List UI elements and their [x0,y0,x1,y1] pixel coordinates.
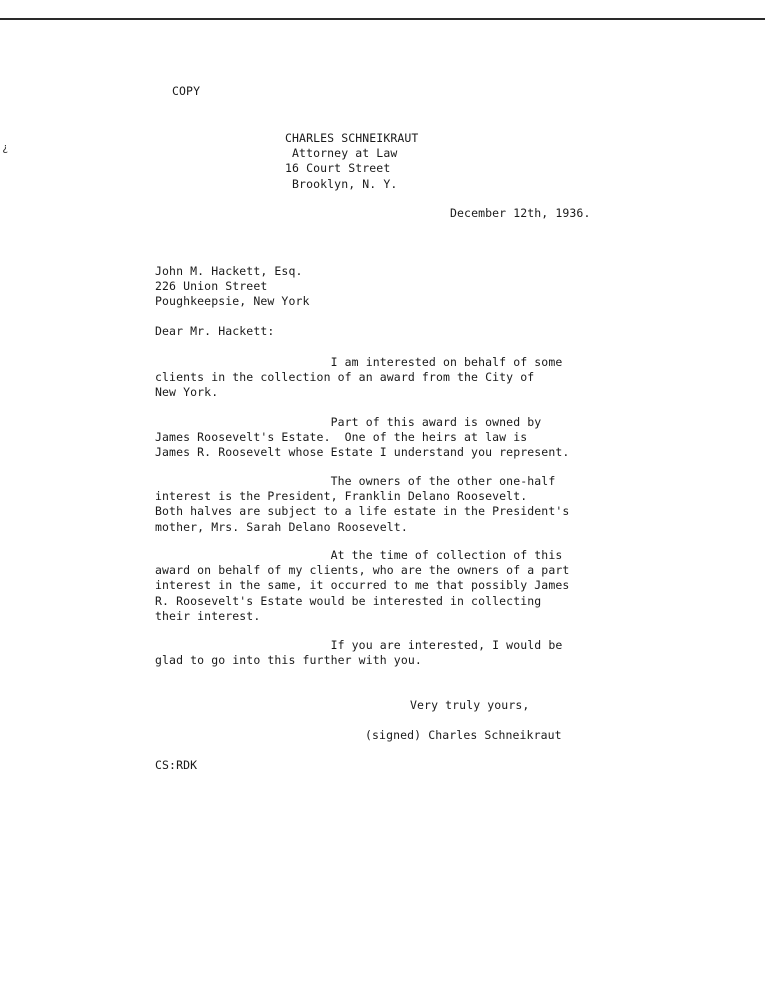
letterhead-city: Brooklyn, N. Y. [285,176,398,191]
body-paragraph-3: The owners of the other one-half interest is the President, Franklin Delano Roosevelt. Both halves are subject to a life estate in the President's mother, Mrs. Sarah Delano Roosevelt. [155,474,570,534]
salutation: Dear Mr. Hackett: [155,324,275,338]
letterhead-street: 16 Court Street [285,161,391,176]
margin-mark: ¿ [2,141,9,154]
top-border-line [0,18,765,20]
body-paragraph-2: Part of this award is owned by James Roosevelt's Estate. One of the heirs at law is James R. Roosevelt whose Estate I understand you represent. [155,415,570,460]
recipient-address [155,264,310,310]
signature-line: (signed) Charles Schneikraut [365,728,562,742]
body-paragraph-1: I am interested on behalf of some clients in the collection of an award from the City of New York. [155,355,563,400]
recipient-name: John M. Hackett, Esq. [155,264,303,278]
complimentary-close: Very truly yours, [410,698,530,712]
recipient-street: 226 Union Street [155,279,268,294]
letterhead-name: CHARLES SCHNEIKRAUT [285,131,419,145]
letter-date: December 12th, 1936. [450,206,591,220]
body-paragraph-5: If you are interested, I would be glad to go into this further with you. [155,638,563,668]
recipient-city: Poughkeepsie, New York [155,294,310,309]
copy-label: COPY [172,84,201,98]
body-paragraph-4: At the time of collection of this award on behalf of my clients, who are the owners of a part interest in the same, it occurred to me that possibly James R. Roosevelt's Estate would be interested in collecting their interest. [155,548,570,623]
letterhead-title: Attorney at Law [285,146,398,161]
letterhead [285,131,418,192]
reference-initials: CS:RDK [155,758,198,772]
